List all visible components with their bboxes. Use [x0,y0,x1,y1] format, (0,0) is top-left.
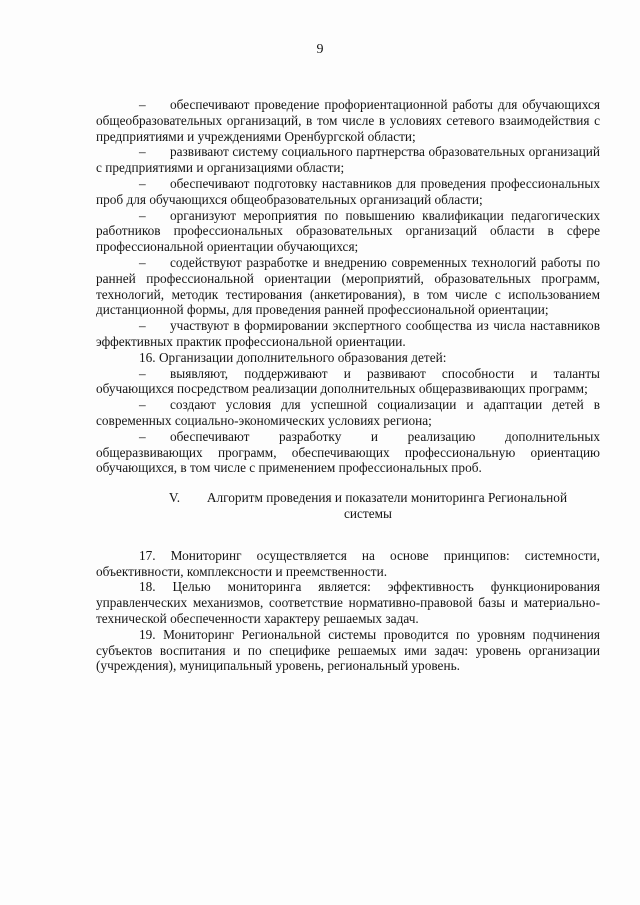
dash-bullet: – [139,144,146,160]
page-number: 9 [316,42,324,57]
bullet-item [96,429,600,476]
bullet-item [96,97,600,144]
numbered-paragraph [96,548,600,580]
paragraph-text: развивают систему социального партнерства образовательных организаций с предприятиями и организациями области; [96,144,600,176]
dash-bullet: – [139,397,146,413]
paragraph-text: 17. Мониторинг осуществляется на основе принципов: системности, объективности, комплексности и преемственности. [96,547,600,579]
numbered-paragraph [96,579,600,626]
numbered-paragraph [96,350,600,366]
bullet-item [96,366,600,398]
bullet-item [96,144,600,176]
document-body [96,97,600,674]
bullet-item [96,397,600,429]
paragraph-text: создают условия для успешной социализации и адаптации детей в современных социально-экономических условиях региона; [96,397,600,428]
paragraph-text: содействуют разработке и внедрению современных технологий работы по ранней профессиональной ориентации (мероприятий, образовательных программ, технологий, методик тестирования (анкетирования), в том числе с использованием дистанционной формы, для проведения ранней профессиональной ориентации; [96,254,600,318]
paragraph-text: 19. Мониторинг Региональной системы проводится по уровням подчинения субъектов воспитания и по специфике решаемых ими задач: уровень организации (учреждения), муниципальный уровень, региональный уровень. [96,626,600,674]
section-title: Алгоритм проведения и показатели мониторинга Региональной системы [206,490,568,521]
dash-bullet: – [139,97,146,112]
dash-bullet: – [139,428,146,444]
dash-bullet: – [139,207,146,223]
section-number: V. [168,490,181,506]
bullet-item [96,318,600,350]
dash-bullet: – [139,254,146,270]
paragraph-text: 16. Организации дополнительного образования детей: [139,349,447,365]
bullet-item [96,255,600,318]
bullet-item [96,208,600,255]
dash-bullet: – [139,175,146,191]
bullet-item [96,176,600,208]
paragraph-text: обеспечивают подготовку наставников для проведения профессиональных проб для обучающихся общеобразовательных организаций области; [96,175,600,207]
dash-bullet: – [139,365,146,381]
paragraph-text: участвуют в формировании экспертного сообщества из числа наставников эффективных практик профессиональной ориентации. [96,318,600,349]
paragraph-text: выявляют, поддерживают и развивают способности и таланты обучающихся посредством реализации дополнительных общеразвивающих программ; [96,365,600,397]
numbered-paragraph [96,627,600,674]
paragraph-text: организуют мероприятия по повышению квалификации педагогических работников профессиональных образовательных организаций области в сфере профессиональной ориентации обучающихся; [96,207,600,255]
paragraph-text: обеспечивают разработку и реализацию дополнительных общеразвивающих программ, обеспечивающих профессиональную ориентацию обучающихся, в том числе с применением профессиональных проб. [96,428,600,476]
paragraph-text: обеспечивают проведение профориентационной работы для обучающихся общеобразовательных организаций, в том числе в условиях сетевого взаимодействия с предприятиями и учреждениями Оренбургской области; [96,97,600,144]
section-heading [96,490,600,522]
dash-bullet: – [139,318,146,334]
paragraph-text: 18. Целью мониторинга является: эффективность функционирования управленческих механизмов, соответствие нормативно-правовой базы и материально-технической обеспеченности характеру решаемых задач. [96,579,600,626]
